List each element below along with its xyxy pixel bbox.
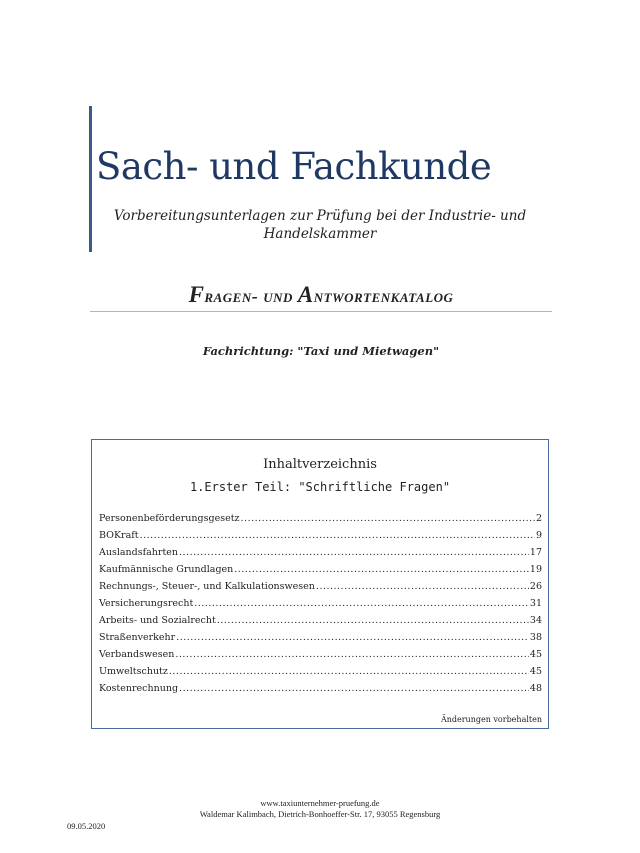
toc-part-title: 1.Erster Teil: "Schriftliche Fragen" [189,480,451,494]
catalog-initial-f: F [188,282,205,307]
toc-leader-dots [140,530,535,541]
toc-leader-dots [194,598,529,609]
toc-entry-label: Verbandswesen [99,649,175,660]
toc-leader-dots [179,683,529,694]
toc-entry-label: Arbeits- und Sozialrecht [99,615,216,626]
toc-entry-page: 17 [529,547,542,558]
catalog-word-fragen: ragen [204,286,252,306]
toc-entry[interactable] [99,666,542,683]
footer-date: 09.05.2020 [67,821,106,831]
toc-leader-dots [217,615,529,626]
catalog-word-antworten: ntwortenkatalog [313,286,454,306]
footer-address: Waldemar Kalimbach, Dietrich-Bonhoeffer-Str. 17, 93055 Regensburg [199,809,441,819]
catalog-initial-a: A [297,282,314,307]
toc-entry-page: 38 [529,632,542,643]
toc-entry[interactable] [99,632,542,649]
toc-entry-label: Umweltschutz [99,666,168,677]
toc-note: Änderungen vorbehalten [440,715,542,724]
toc-entry[interactable] [99,649,542,666]
toc-leader-dots [169,666,529,677]
toc-entry-page: 26 [529,581,542,592]
toc-entry-page: 31 [529,598,542,609]
table-of-contents [91,439,549,729]
toc-entry[interactable] [99,615,542,632]
toc-entry-page: 2 [535,513,542,524]
toc-entry-label: BOKraft [99,530,139,541]
toc-entry-page: 45 [529,649,542,660]
toc-entry-label: Personenbeförderungsgesetz [99,513,240,524]
toc-entry-page: 48 [529,683,542,694]
toc-leader-dots [234,564,529,575]
toc-entry-label: Auslandsfahrten [99,547,179,558]
toc-entry[interactable] [99,581,542,598]
toc-entry-page: 45 [529,666,542,677]
toc-leader-dots [175,649,529,660]
document-subtitle: Vorbereitungsunterlagen zur Prüfung bei der Industrie- und Handelskammer [113,208,527,242]
title-divider [90,311,552,312]
toc-leader-dots [179,547,529,558]
toc-entry-label: Straßenverkehr [99,632,176,643]
fachrichtung-label: Fachrichtung: "Taxi und Mietwagen" [202,344,440,358]
toc-entry-label: Rechnungs-, Steuer-, und Kalkulationswesen [99,581,315,592]
toc-list [99,513,542,700]
toc-entry-label: Kaufmännische Grundlagen [99,564,234,575]
toc-heading: Inhaltverzeichnis [263,457,377,472]
toc-entry-label: Versicherungsrecht [99,598,194,609]
document-title: Sach- und Fachkunde [96,145,492,188]
footer-url[interactable]: www.taxiunternehmer-pruefung.de [260,798,380,808]
toc-entry-page: 34 [529,615,542,626]
toc-entry[interactable] [99,530,542,547]
toc-leader-dots [176,632,529,643]
toc-entry[interactable] [99,683,542,700]
catalog-separator: - und [251,286,298,306]
toc-leader-dots [241,513,535,524]
toc-entry[interactable] [99,598,542,615]
toc-entry-page: 9 [535,530,542,541]
toc-entry[interactable] [99,564,542,581]
title-accent-bar [89,106,92,252]
toc-entry-page: 19 [529,564,542,575]
toc-entry-label: Kostenrechnung [99,683,179,694]
toc-entry[interactable] [99,547,542,564]
catalog-title [90,282,552,308]
toc-entry[interactable] [99,513,542,530]
toc-leader-dots [316,581,529,592]
